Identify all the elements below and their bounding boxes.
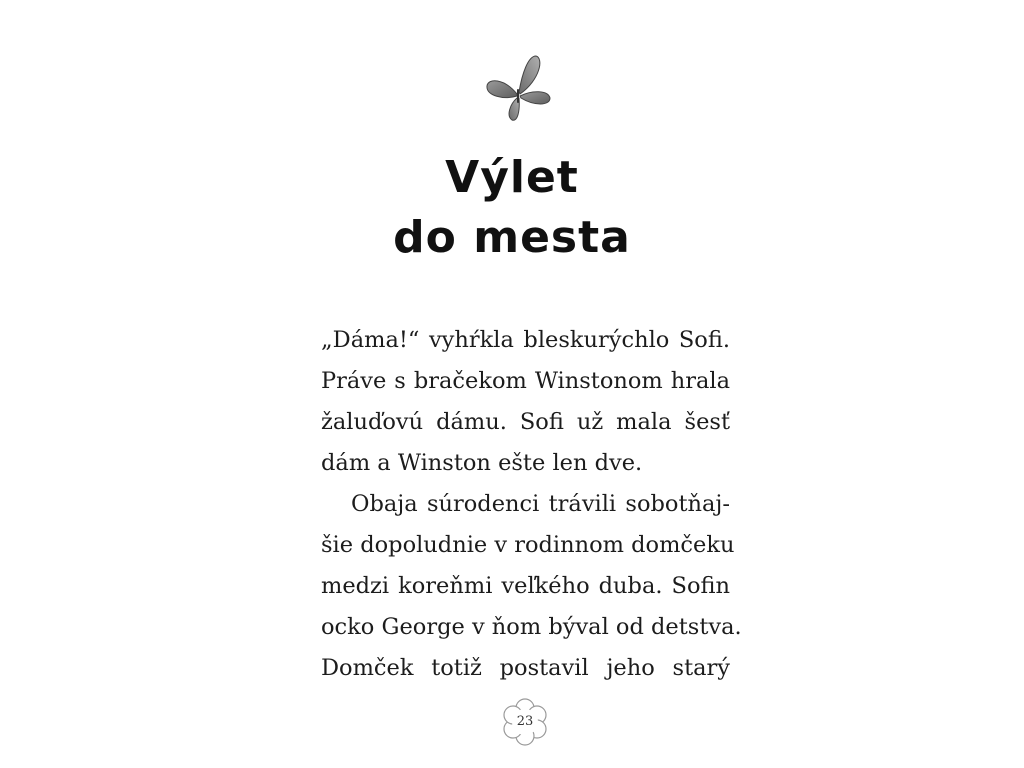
- text-line: „Dáma!“ vyhŕkla bleskurýchlo Sofi.: [321, 327, 730, 353]
- text-line: šie dopoludnie v rodinnom domčeku: [321, 532, 735, 558]
- text-line: Obaja súrodenci trávili sobotňaj-: [351, 491, 730, 517]
- body-text: [321, 320, 742, 689]
- chapter-title-line-1: Výlet: [445, 152, 579, 203]
- butterfly-icon: [484, 50, 554, 126]
- text-line: medzi koreňmi veľkého duba. Sofin: [321, 573, 730, 599]
- page-number-badge: [497, 694, 553, 750]
- chapter-title-line-2: do mesta: [393, 212, 631, 263]
- text-line: Domček totiž postavil jeho starý: [321, 655, 730, 681]
- text-line: ocko George v ňom býval od detstva.: [321, 614, 742, 640]
- paragraph-1: [321, 320, 730, 484]
- chapter-title: [312, 148, 712, 268]
- text-line: Práve s bračekom Winstonom hrala: [321, 368, 730, 394]
- text-line: dám a Winston ešte len dve.: [321, 450, 643, 476]
- paragraph-2: [321, 484, 742, 689]
- page-number: 23: [516, 714, 534, 729]
- text-line: žaluďovú dámu. Sofi už mala šesť: [321, 409, 730, 435]
